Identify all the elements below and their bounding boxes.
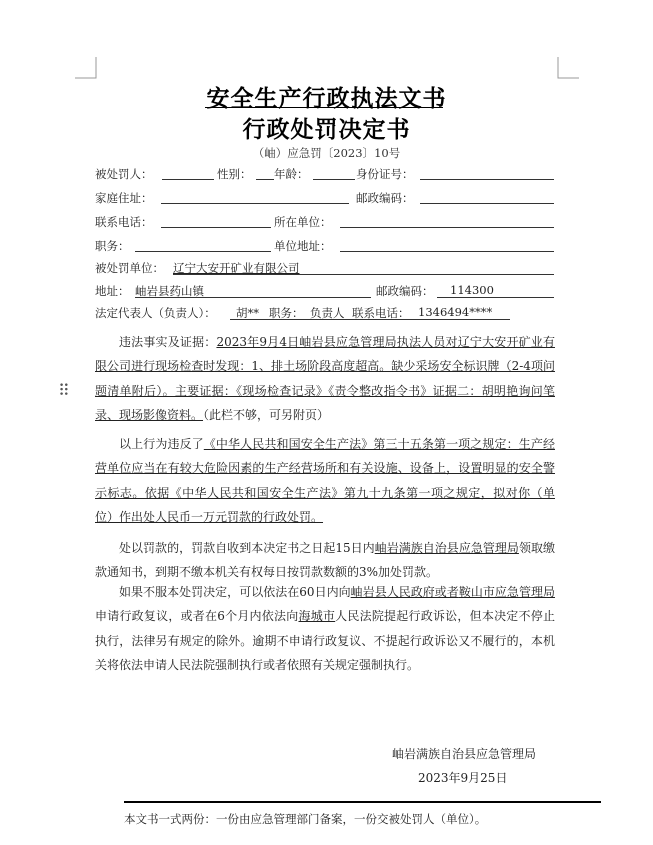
label-legal-position: 职务：	[269, 306, 304, 320]
legal-position-value[interactable]: 负责人	[310, 306, 345, 320]
violation-facts-paragraph	[95, 330, 555, 428]
label-age: 年龄：	[274, 167, 309, 181]
payment-bank: 岫岩满族自治县应急管理局	[374, 541, 519, 555]
legal-basis-text: 《中华人民共和国安全生产法》第三十五条第一项之规定：生产经营单位应当在有较大危险因素的生产经营场所和有关设施、设备上，设置明显的安全警示标志。依据《中华人民共和国安全生产法》第九十九条第一项之规定，拟对你（单位）作出处人民币一万元罚款的行政处罚。	[95, 437, 555, 525]
field-gender[interactable]	[256, 179, 274, 180]
field-age[interactable]	[313, 179, 355, 180]
label-penalized-person: 被处罚人：	[95, 167, 153, 181]
violation-facts-note: （此栏不够，可另附页）	[203, 408, 330, 423]
appeal-city: 鞍山市应急管理局	[458, 585, 555, 599]
appeal-paragraph	[95, 580, 555, 678]
field-phone[interactable]	[161, 227, 271, 228]
appeal-text-c: 人民法院提起行政诉讼，但本决定不停止执行，法律另有规定的除外。逾期不申请行政复议、不提起行政诉讼又不履行的，本机关将依法申请人民法院强制执行或者依照有关规定强制执行。	[95, 609, 555, 673]
appeal-gov: 岫岩县人民政府或者	[350, 585, 459, 599]
label-penalized-unit: 被处罚单位：	[95, 261, 164, 275]
label-id-number: 身份证号：	[356, 167, 414, 181]
issue-date: 2023年9月25日	[418, 771, 508, 785]
field-legal-rep-line	[230, 319, 510, 320]
field-penalized-unit-line	[173, 274, 554, 275]
label-unit-address: 单位地址：	[274, 239, 332, 253]
field-unit-address-line	[135, 297, 371, 298]
document-number: （岫）应急罚〔2023〕10号	[252, 146, 401, 160]
label-position: 职务：	[95, 239, 130, 253]
label-unit-postcode: 邮政编码：	[376, 284, 434, 298]
violation-facts-label: 违法事实及证据：	[119, 335, 217, 349]
appeal-court: 海城市	[298, 609, 336, 624]
field-postcode[interactable]	[420, 203, 554, 204]
footer-note: 本文书一式两份：一份由应急管理部门备案，一份交被处罚人（单位）。	[124, 812, 487, 826]
field-id-number[interactable]	[420, 179, 554, 180]
title-divider	[205, 107, 443, 108]
legal-rep-value[interactable]: 胡**	[236, 306, 259, 320]
document-subtitle: 行政处罚决定书	[242, 116, 411, 143]
payment-text-a: 处以罚款的，罚款自收到本决定书之日起15日内	[119, 541, 375, 555]
violation-facts-text: 2023年9月4日岫岩县应急管理局执法人员对辽宁大安开矿业有限公司进行现场检查时发现：1、排土场阶段高度超高。缺少采场安全标识牌（2-4项问题清单附后）。主要证据：《现场检查记录》《责令整改指令书》证据二：胡明艳询问笔录、现场影像资料。	[95, 335, 555, 423]
legal-basis-paragraph	[95, 432, 555, 530]
unit-postcode-value[interactable]: 114300	[450, 283, 494, 297]
document-title: 安全生产行政执法文书	[206, 85, 447, 112]
corner-mark-top-left	[75, 57, 97, 79]
payment-paragraph	[95, 536, 555, 585]
footer-divider	[124, 801, 601, 803]
label-unit-address2: 地址：	[95, 284, 130, 298]
label-phone: 联系电话：	[95, 215, 153, 229]
label-gender: 性别：	[217, 167, 252, 181]
drag-handle-icon[interactable]: ⠿	[58, 381, 70, 400]
field-penalized-person[interactable]	[162, 179, 214, 180]
field-work-unit[interactable]	[340, 227, 554, 228]
issuer-name: 岫岩满族自治县应急管理局	[392, 747, 537, 761]
appeal-text-a: 如果不服本处罚决定，可以依法在60日内向	[119, 585, 351, 599]
field-home-address[interactable]	[161, 203, 349, 204]
label-postcode: 邮政编码：	[356, 191, 414, 205]
label-legal-phone: 联系电话：	[352, 306, 410, 320]
field-unit-address[interactable]	[340, 251, 554, 252]
penalized-unit-value[interactable]: 辽宁大安开矿业有限公司	[173, 261, 300, 275]
unit-address-value[interactable]: 岫岩县药山镇	[135, 284, 204, 298]
payment-text-b: 领取缴款通知书，到期不缴本机关有权每日按罚款数额的3%加处罚款。	[95, 541, 555, 580]
label-work-unit: 所在单位：	[274, 215, 332, 229]
field-unit-postcode-line	[437, 297, 554, 298]
corner-mark-top-right	[557, 57, 579, 79]
legal-basis-intro: 以上行为违反了	[119, 437, 204, 451]
appeal-text-b: 申请行政复议，或者在6个月内依法向	[95, 609, 299, 624]
label-home-address: 家庭住址：	[95, 191, 153, 205]
label-legal-rep: 法定代表人（负责人）：	[95, 306, 216, 320]
field-position[interactable]	[135, 251, 271, 252]
legal-phone-value[interactable]: 1346494****	[418, 305, 493, 319]
